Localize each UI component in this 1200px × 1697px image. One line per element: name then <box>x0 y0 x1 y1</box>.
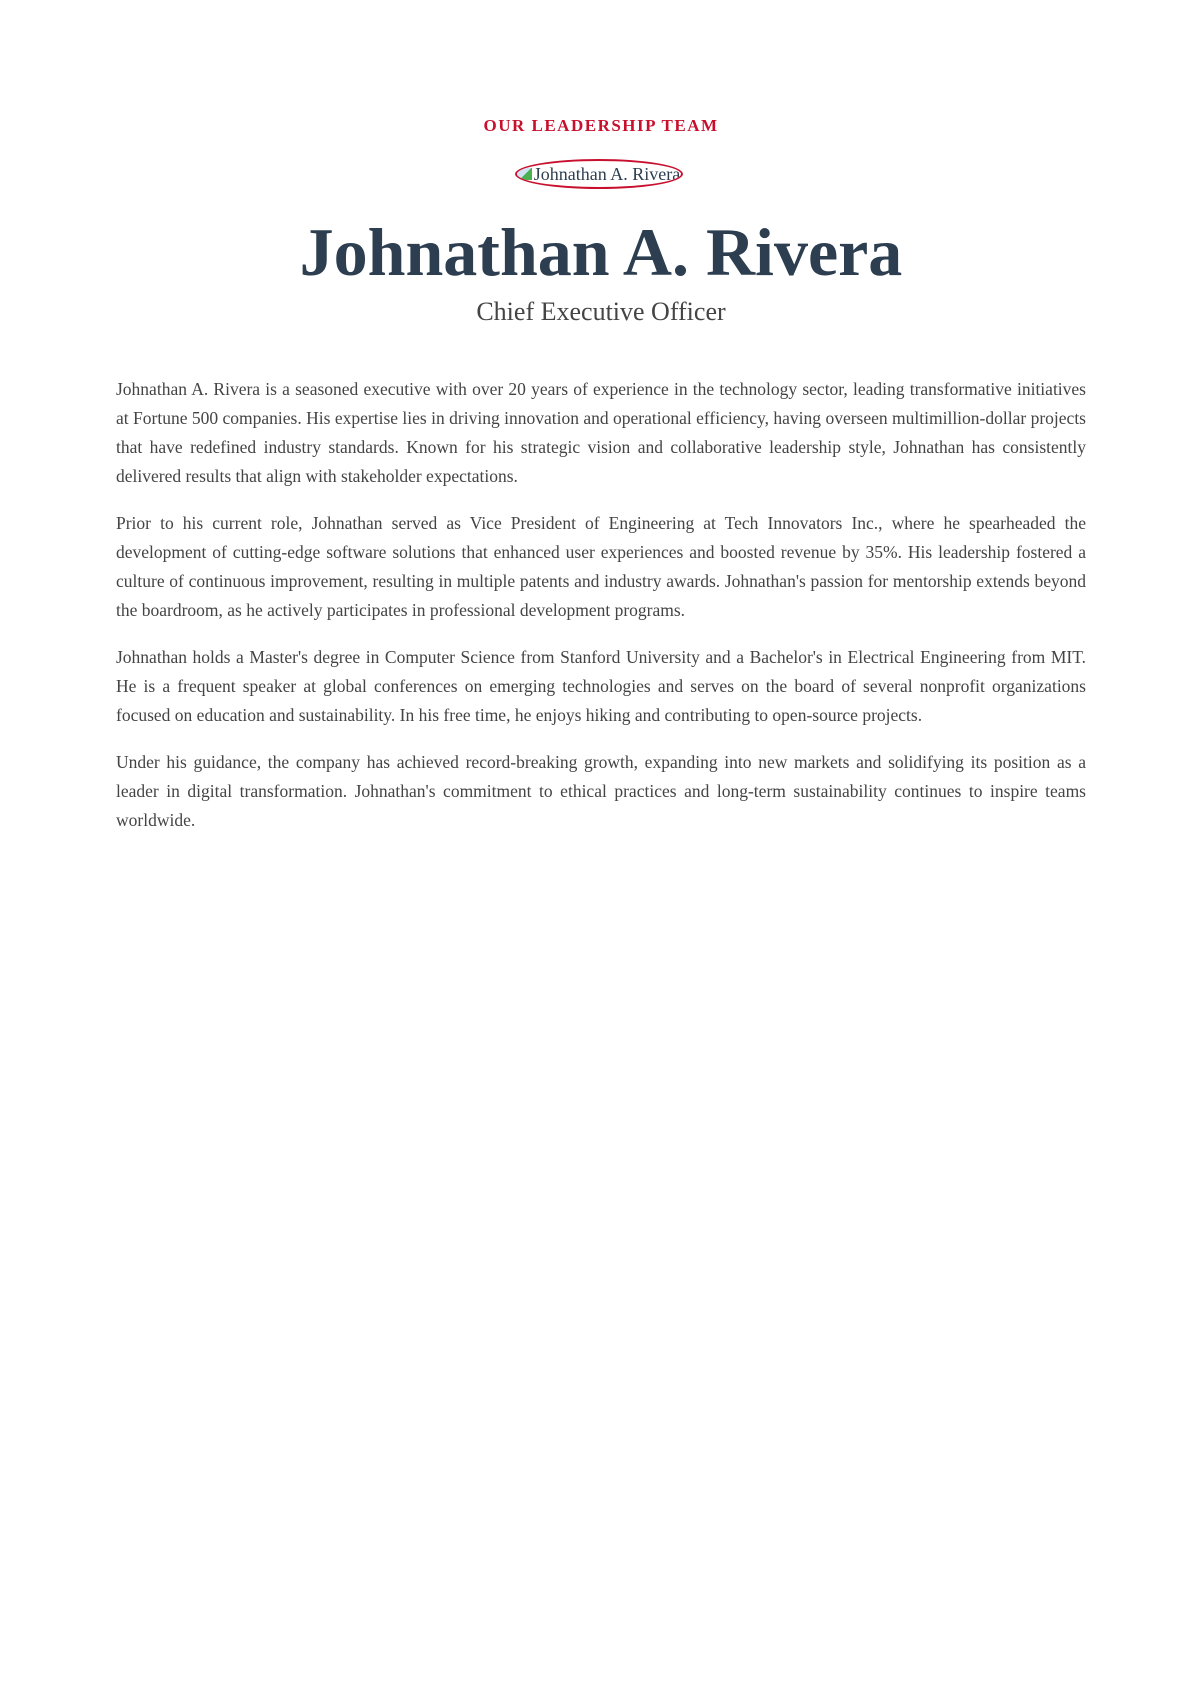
bio-paragraph: Johnathan A. Rivera is a seasoned executive with over 20 years of experience in the technology sector, leading transformative initiatives at Fortune 500 companies. His expertise lies in driving innovation and operational efficiency, having overseen multimillion-dollar projects that have redefined industry standards. Known for his strategic vision and collaborative leadership style, Johnathan has consistently delivered results that align with stakeholder expectations. <box>116 379 1086 486</box>
profile-photo <box>515 159 683 189</box>
leader-role: Chief Executive Officer <box>476 297 726 326</box>
bio-paragraph: Johnathan holds a Master's degree in Computer Science from Stanford University and a Bachelor's in Electrical Engineering from MIT. He is a frequent speaker at global conferences on emerging technologies and serves on the board of several nonprofit organizations focused on education and sustainability. In his free time, he enjoys hiking and contributing to open-source projects. <box>116 647 1086 725</box>
leader-name: Johnathan A. Rivera <box>299 214 903 290</box>
broken-image-icon <box>518 168 532 180</box>
photo-alt-text: Johnathan A. Rivera <box>533 163 681 184</box>
bio-paragraph: Under his guidance, the company has achieved record-breaking growth, expanding into new markets and solidifying its position as a leader in digital transformation. Johnathan's commitment to ethical practices and long-term sustainability continues to inspire teams worldwide. <box>116 752 1086 830</box>
bio-paragraph: Prior to his current role, Johnathan served as Vice President of Engineering at Tech Innovators Inc., where he spearheaded the development of cutting-edge software solutions that enhanced user experiences and boosted revenue by 35%. His leadership fostered a culture of continuous improvement, resulting in multiple patents and industry awards. Johnathan's passion for mentorship extends beyond the boardroom, as he actively participates in professional development programs. <box>116 513 1086 620</box>
section-label: OUR LEADERSHIP TEAM <box>483 116 719 135</box>
bio <box>116 375 1086 853</box>
